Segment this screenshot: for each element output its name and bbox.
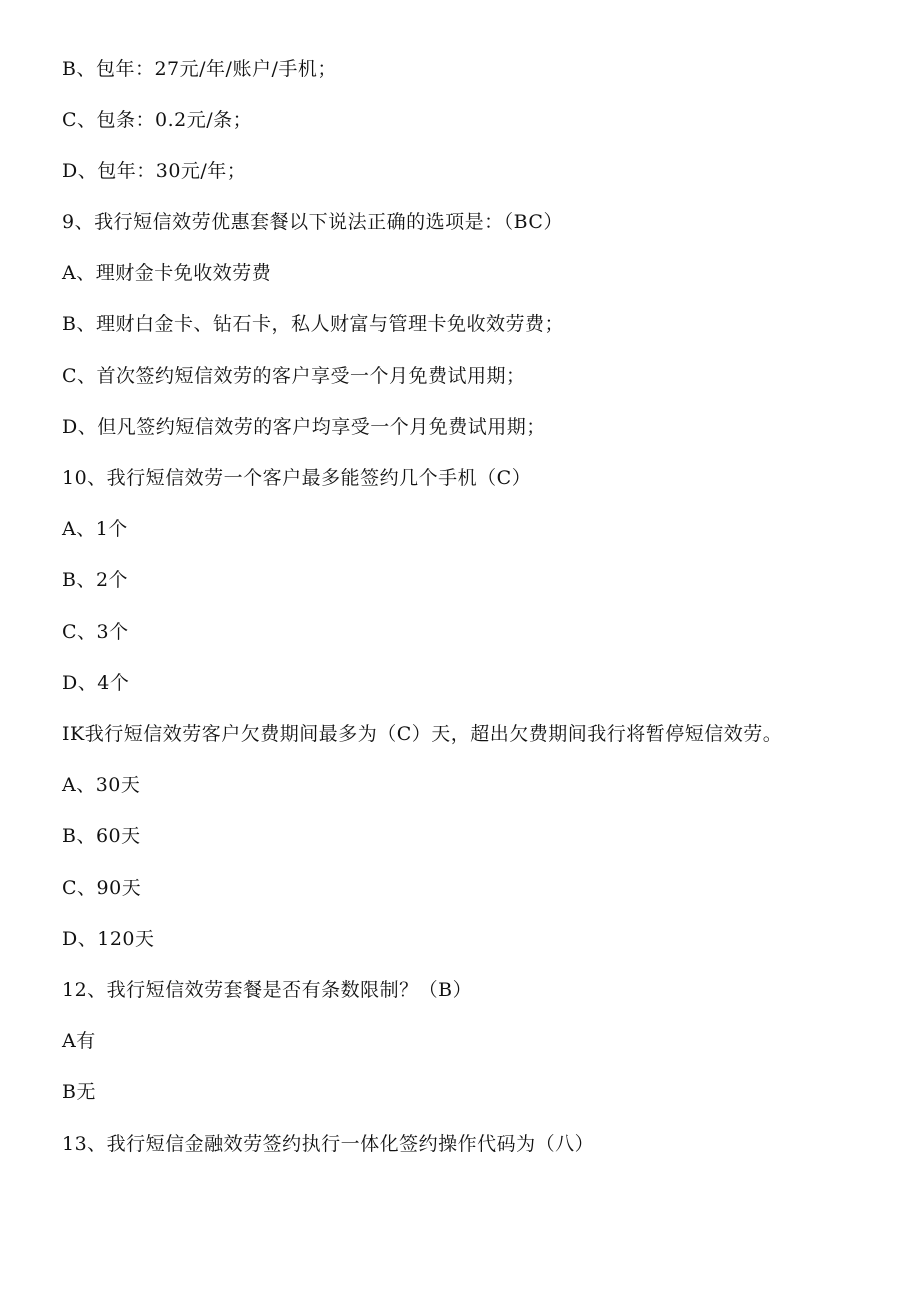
question-line: 9、我行短信效劳优惠套餐以下说法正确的选项是：（BC）	[62, 211, 563, 233]
option-line: B、60天	[62, 825, 141, 847]
option-line: C、90天	[62, 877, 142, 899]
option-line: D、120天	[62, 928, 155, 950]
option-line: D、但凡签约短信效劳的客户均享受一个月免费试用期；	[62, 416, 546, 438]
option-line: B、2个	[62, 569, 129, 591]
option-line: C、首次签约短信效劳的客户享受一个月免费试用期；	[62, 365, 526, 387]
option-line: B、理财白金卡、钻石卡，私人财富与管理卡免收效劳费；	[62, 313, 564, 335]
option-line: A、理财金卡免收效劳费	[62, 262, 272, 284]
option-line: A、1个	[62, 518, 128, 540]
question-line: IK我行短信效劳客户欠费期间最多为（C）天，超出欠费期间我行将暂停短信效劳。	[62, 723, 783, 745]
option-line: D、包年：30元/年；	[62, 160, 247, 182]
option-line: D、4个	[62, 672, 130, 694]
question-line: 13、我行短信金融效劳签约执行一体化签约操作代码为（八）	[62, 1133, 595, 1155]
question-line: 12、我行短信效劳套餐是否有条数限制？（B）	[62, 979, 473, 1001]
option-line: C、包条：0.2元/条；	[62, 109, 253, 131]
option-line: B、包年：27元/年/账户/手机；	[62, 58, 337, 80]
option-line: A、30天	[62, 774, 141, 796]
option-line: C、3个	[62, 621, 129, 643]
option-line: A有	[62, 1030, 96, 1052]
question-line: 10、我行短信效劳一个客户最多能签约几个手机（C）	[62, 467, 532, 489]
option-line: B无	[62, 1081, 96, 1103]
